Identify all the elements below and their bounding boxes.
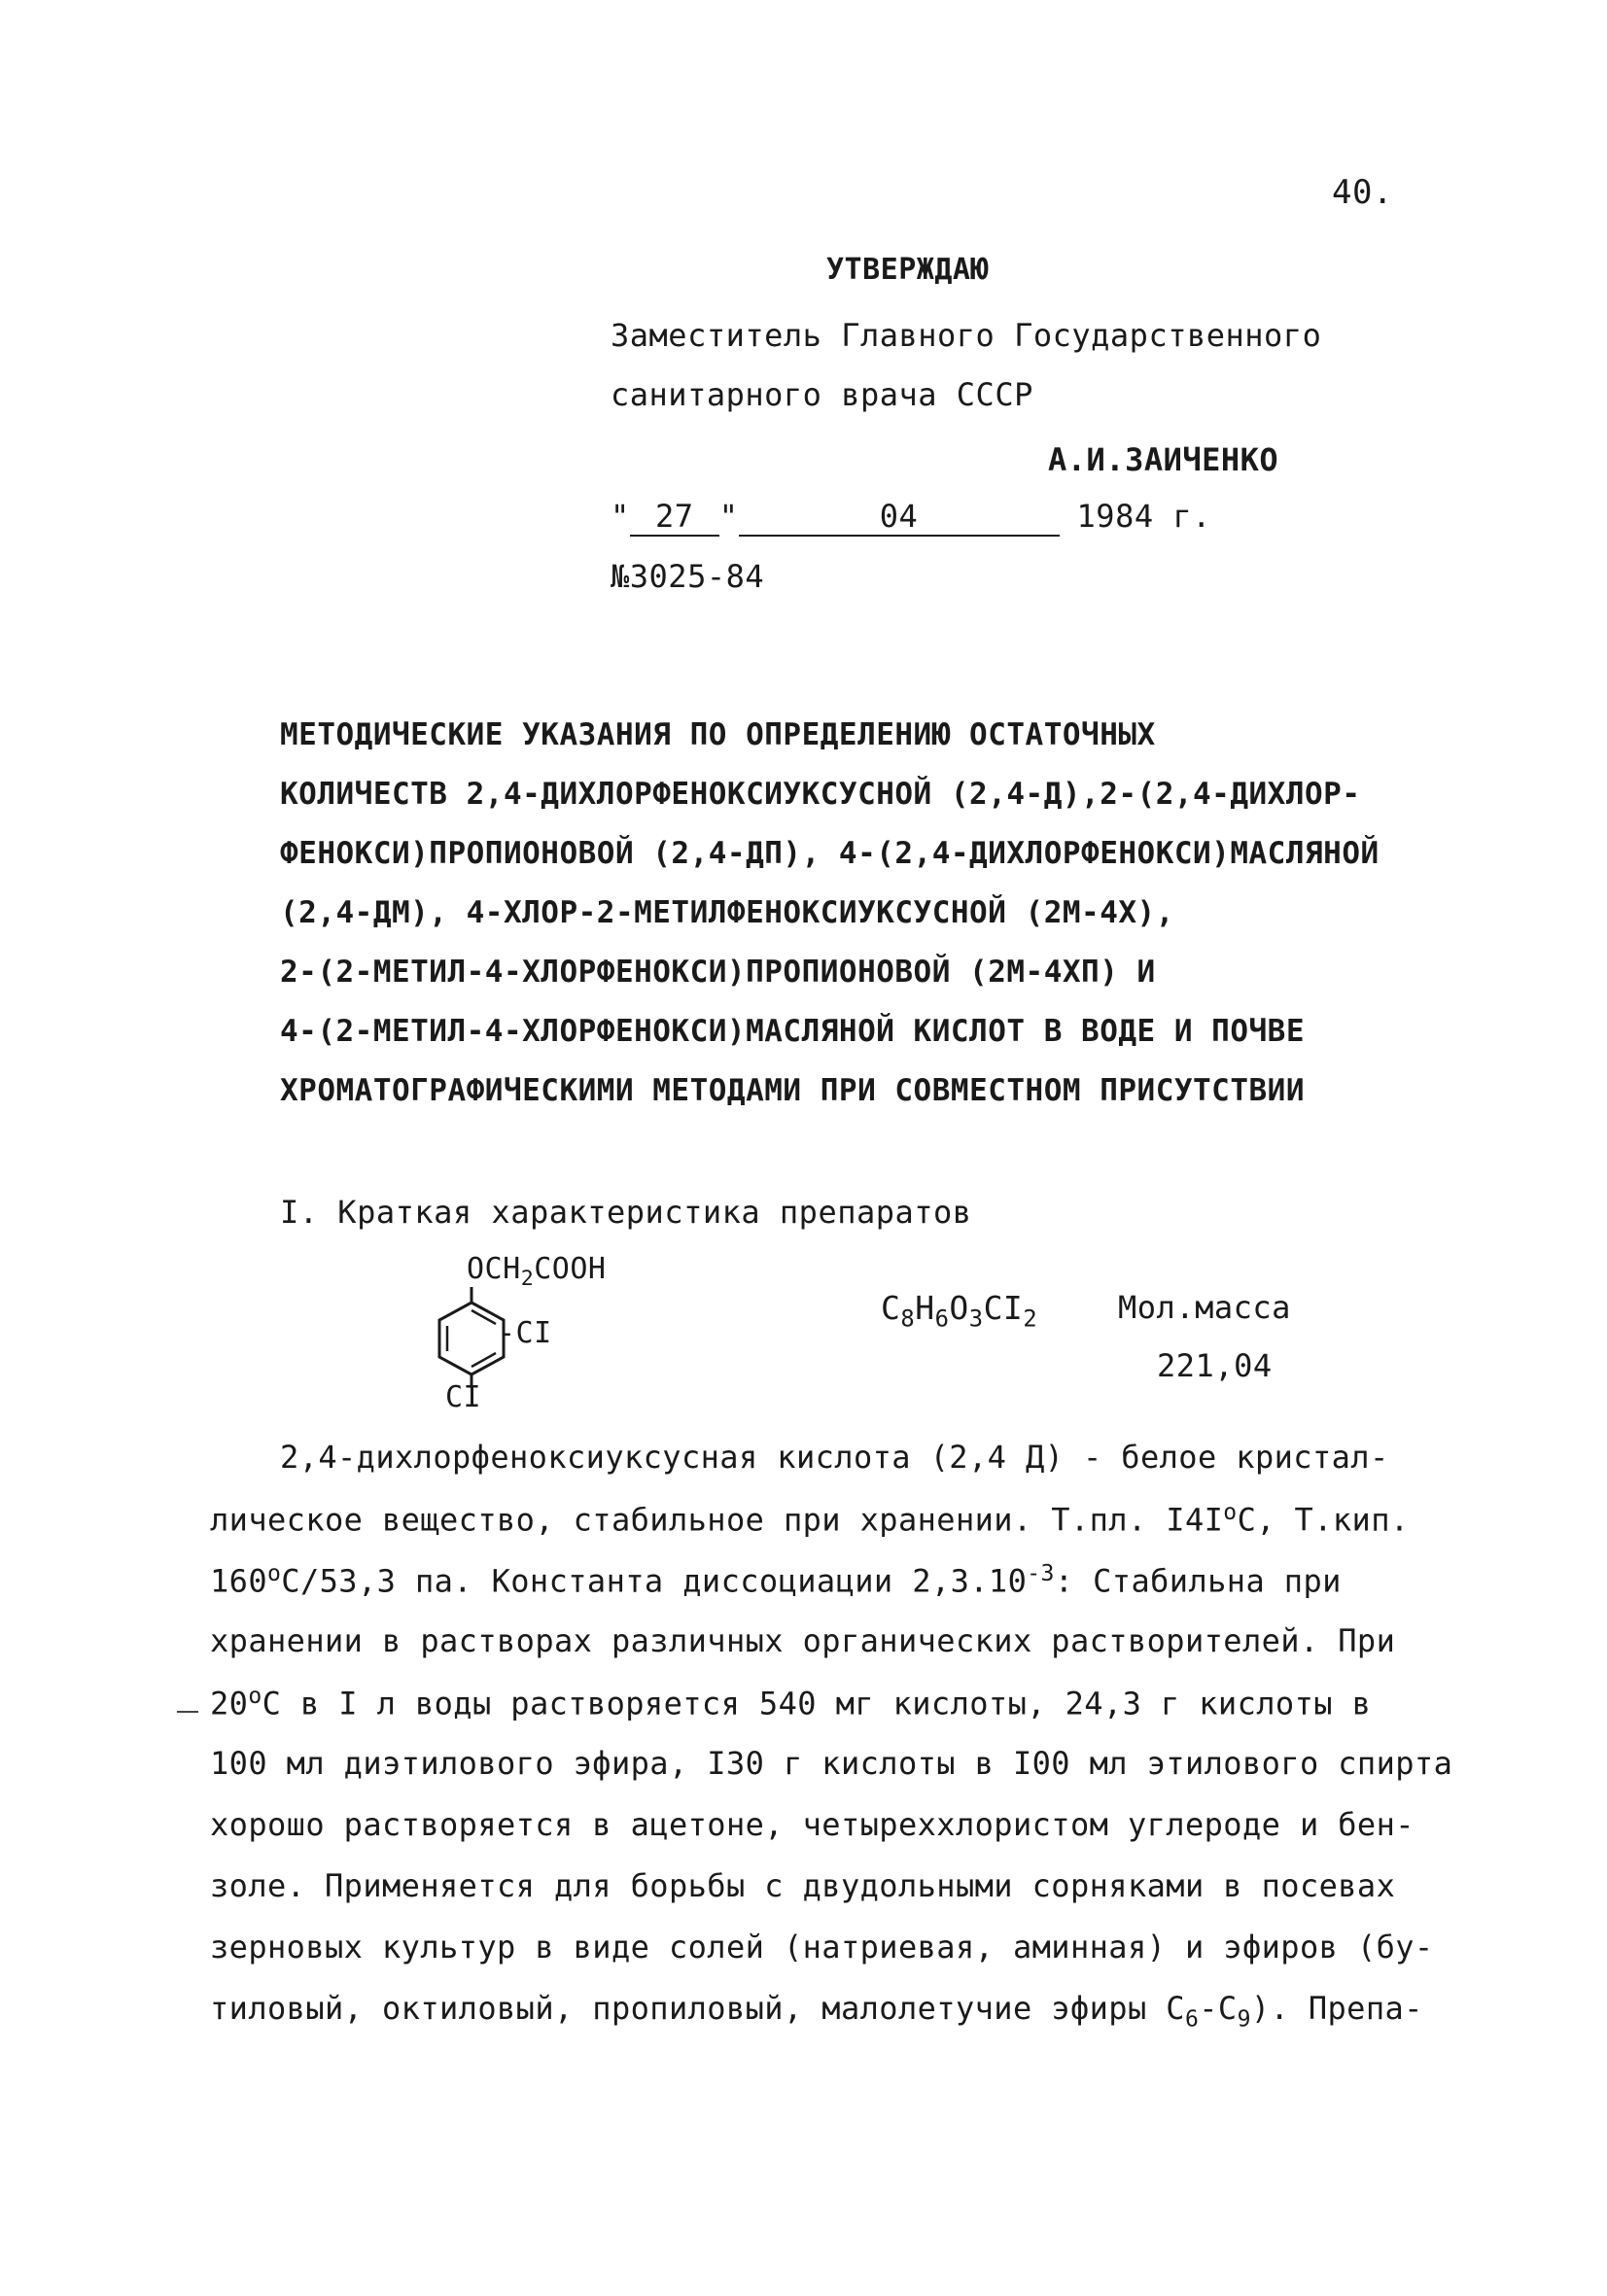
approval-date: [611, 498, 1211, 537]
date-month: 04: [739, 498, 1060, 537]
mol-mass-label: Мол.масса: [1118, 1289, 1291, 1326]
date-day: 27: [630, 498, 719, 537]
title-line: 4-(2-МЕТИЛ-4-ХЛОРФЕНОКСИ)МАСЛЯНОЙ КИСЛОТ В ВОДЕ И ПОЧВЕ: [280, 1014, 1305, 1049]
section-heading: I. Краткая характеристика препаратов: [280, 1194, 972, 1231]
paragraph-line: 20$^o$C в I л воды растворяется 540 мг кислоты, 24,3 г кислоты в: [210, 1684, 1372, 1722]
paragraph-line: тиловый, октиловый, пропиловый, малолетучие эфиры $C_6-C_9$). Препа-: [210, 1990, 1423, 2033]
substituent-right: -CI: [498, 1316, 552, 1350]
approval-signatory: А.И.ЗАИЧЕНКО: [1048, 441, 1279, 478]
title-line: ХРОМАТОГРАФИЧЕСКИМИ МЕТОДАМИ ПРИ СОВМЕСТНОМ ПРИСУТСТВИИ: [280, 1073, 1305, 1108]
title-line: (2,4-ДМ), 4-ХЛОР-2-МЕТИЛФЕНОКСИУКСУСНОЙ (2М-4Х),: [280, 895, 1174, 930]
paragraph-line: золе. Применяется для борьбы с двудольными сорняками в посевах: [210, 1867, 1396, 1904]
date-quote-open: ": [611, 498, 630, 535]
paragraph-line: зерновых культур в виде солей (натриевая, аминная) и эфиров (бу-: [210, 1929, 1434, 1966]
paragraph-line: 160$^o$C/53,3 па. Константа диссоциации $2,3.10^{-3}$: Стабильна при: [210, 1561, 1342, 1600]
paragraph-line: хорошо растворяется в ацетоне, четыреххлористом углероде и бен-: [210, 1806, 1415, 1843]
paragraph-line: хранении в растворах различных органических растворителей. При: [210, 1622, 1396, 1659]
substituent-top: $OCH_2COOH$: [467, 1252, 607, 1291]
mol-mass-value: 221,04: [1157, 1347, 1273, 1384]
substituent-bottom: CI: [445, 1380, 482, 1414]
paragraph-line: лическое вещество, стабильное при хранении. Т.пл. $I4I^oC$, Т.кип.: [210, 1500, 1410, 1539]
paragraph-line: 2,4-дихлорфеноксиуксусная кислота (2,4 Д) - белое кристал-: [280, 1439, 1389, 1476]
margin-mark: [177, 1711, 198, 1713]
title-line: 2-(2-МЕТИЛ-4-ХЛОРФЕНОКСИ)ПРОПИОНОВОЙ (2М-4ХП) И: [280, 955, 1156, 990]
page-number: 40.: [1332, 173, 1393, 212]
title-line: МЕТОДИЧЕСКИЕ УКАЗАНИЯ ПО ОПРЕДЕЛЕНИЮ ОСТАТОЧНЫХ: [280, 717, 1156, 752]
approval-position-line1: Заместитель Главного Государственного: [611, 317, 1322, 354]
title-line: ФЕНОКСИ)ПРОПИОНОВОЙ (2,4-ДП), 4-(2,4-ДИХЛОРФЕНОКСИ)МАСЛЯНОЙ: [280, 836, 1380, 871]
approval-position-line2: санитарного врача СССР: [611, 376, 1033, 413]
approval-doc-number: №3025-84: [611, 558, 765, 595]
molecular-formula: $C_8H_6O_3CI_2$: [881, 1289, 1038, 1333]
date-year: 1984 г.: [1076, 498, 1211, 535]
approval-heading: УТВЕРЖДАЮ: [826, 253, 990, 287]
date-quote-close: ": [718, 498, 739, 535]
paragraph-line: 100 мл диэтилового эфира, I30 г кислоты в I00 мл этилового спирта: [210, 1745, 1453, 1782]
title-line: КОЛИЧЕСТВ 2,4-ДИХЛОРФЕНОКСИУКСУСНОЙ (2,4-Д),2-(2,4-ДИХЛОР-: [280, 777, 1361, 812]
